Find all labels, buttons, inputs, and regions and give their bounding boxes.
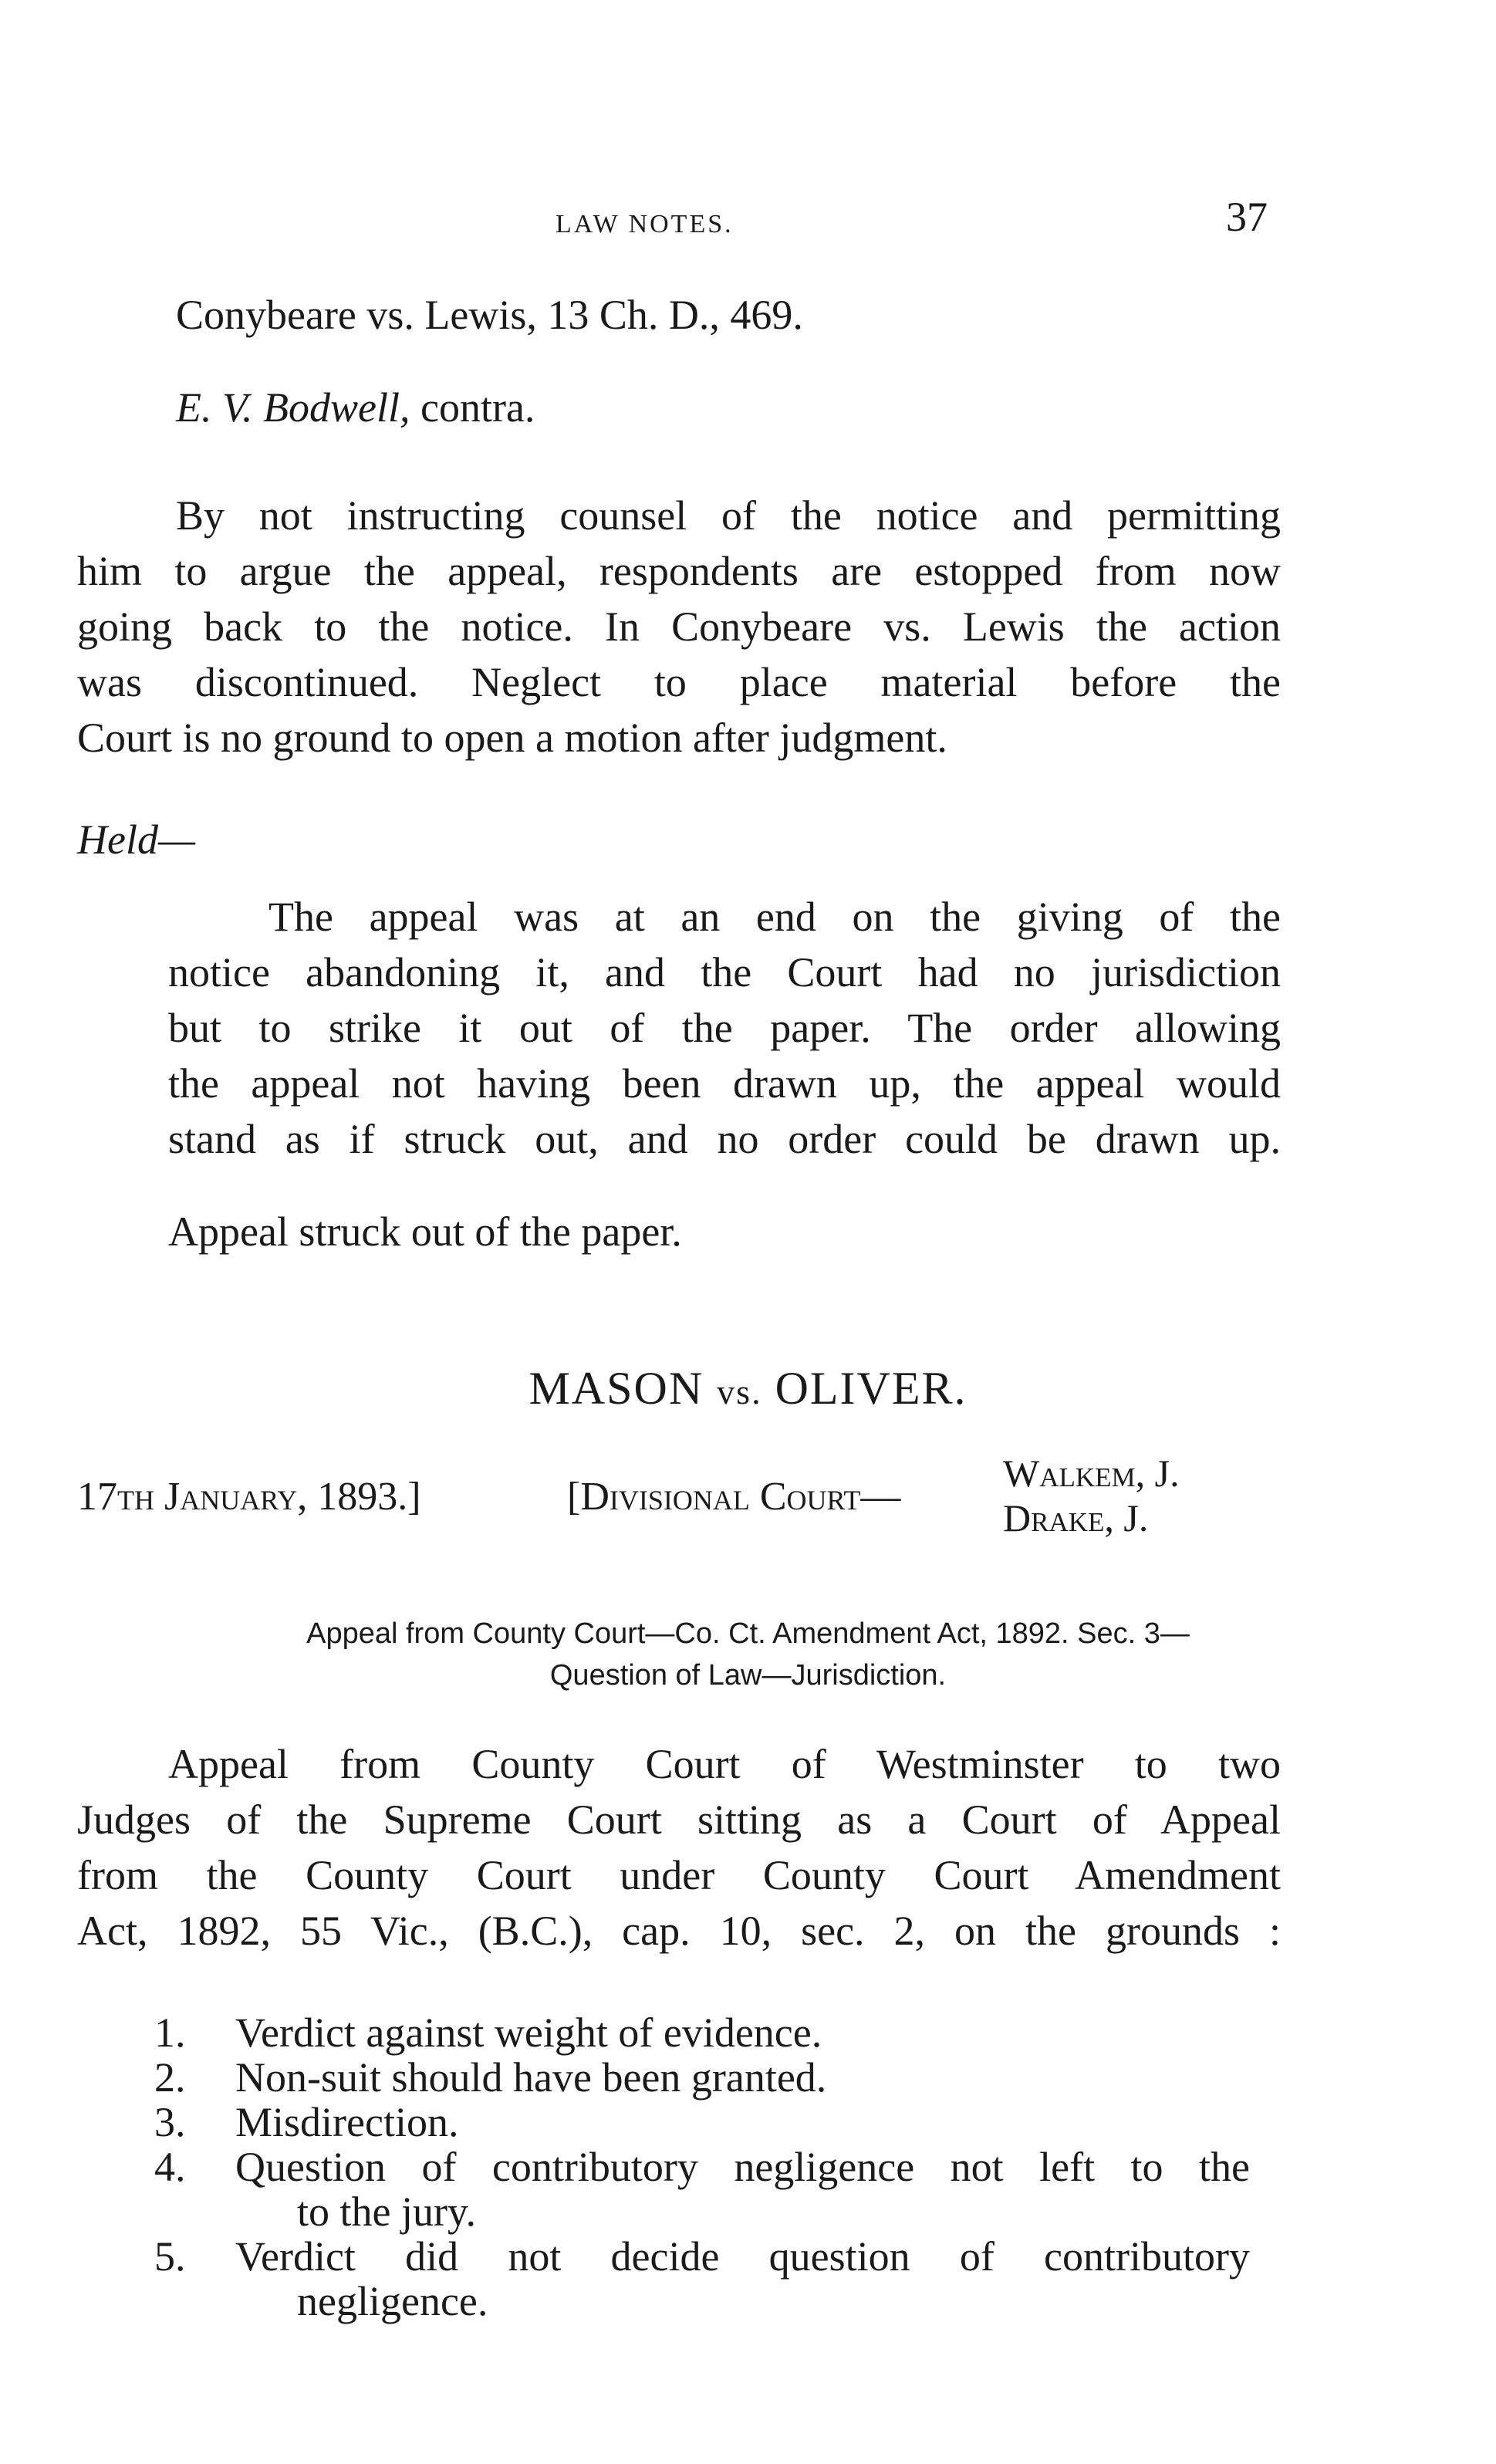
page-number: 37 — [1226, 194, 1268, 240]
ground-text: Verdict against weight of evidence. — [235, 2009, 822, 2056]
list-item — [154, 2100, 1250, 2145]
citation — [176, 287, 803, 343]
list-item — [154, 2055, 1250, 2100]
ground-number: 1. — [154, 2009, 186, 2056]
ground-text: Non-suit should have been granted. — [235, 2054, 827, 2101]
court-name: [Divisional Court— — [567, 1475, 901, 1519]
ground-number: 5. — [154, 2233, 186, 2280]
judge-drake: Drake, J. — [1003, 1496, 1149, 1540]
statement-paragraph — [77, 1736, 1281, 1959]
statement-line: Judges of the Supreme Court sitting as a Court of Appeal — [77, 1796, 1281, 1843]
counsel-name: E. V. Bodwell, — [176, 384, 410, 431]
statement-line: Appeal from County Court of Westminster to two — [168, 1741, 1281, 1787]
ground-number: 4. — [154, 2144, 186, 2190]
argument-line: was discontinued. Neglect to place material before the — [77, 659, 1281, 705]
held-label: Held— — [77, 816, 195, 863]
held-line: but to strike it out of the paper. The order allowing — [168, 1005, 1281, 1051]
running-head: LAW NOTES. — [556, 210, 734, 238]
headnote — [0, 1613, 1496, 1696]
held-line: the appeal not having been drawn up, the appeal would — [168, 1060, 1281, 1107]
argument-line: going back to the notice. In Conybeare vs. Lewis the action — [77, 603, 1281, 650]
counsel-role: contra. — [420, 384, 535, 431]
counsel-line — [176, 380, 535, 435]
citation-text: Conybeare vs. Lewis, 13 Ch. D., 469. — [176, 292, 803, 338]
judge-walkem: Walkem, J. — [1003, 1452, 1180, 1495]
statement-line: Act, 1892, 55 Vic., (B.C.), cap. 10, sec. 2, on the grounds : — [77, 1908, 1281, 1954]
held-line: notice abandoning it, and the Court had no jurisdiction — [168, 949, 1281, 995]
held-line: The appeal was at an end on the giving of the — [268, 894, 1281, 940]
argument-line: Court is no ground to open a motion after judgment. — [77, 715, 947, 761]
ground-text: Question of contributory negligence not left to the — [235, 2144, 1250, 2190]
judges — [1003, 1451, 1180, 1540]
decision-date: 17th January, 1893.] — [77, 1475, 421, 1519]
argument-line: him to argue the appeal, respondents are estopped from now — [77, 548, 1281, 594]
list-item — [154, 2234, 1250, 2324]
ground-text: Verdict did not decide question of contributory — [235, 2233, 1250, 2280]
defendant: OLIVER. — [775, 1363, 968, 1414]
list-item — [154, 2145, 1250, 2234]
argument-paragraph — [77, 488, 1281, 766]
held-line: stand as if struck out, and no order could be drawn up. — [168, 1116, 1281, 1162]
ground-continuation: negligence. — [297, 2278, 488, 2324]
list-item — [154, 2010, 1250, 2055]
grounds-list — [154, 2010, 1250, 2324]
result — [168, 1204, 682, 1259]
held-paragraph — [168, 889, 1281, 1167]
case-title — [0, 1362, 1496, 1415]
statement-line: from the County Court under County Court Amendment — [77, 1852, 1281, 1898]
case-vs: vs. — [717, 1372, 762, 1411]
ground-number: 2. — [154, 2054, 186, 2101]
plaintiff: MASON — [528, 1363, 704, 1414]
result-text: Appeal struck out of the paper. — [168, 1208, 682, 1255]
argument-line: By not instructing counsel of the notice and permitting — [176, 492, 1281, 539]
ground-number: 3. — [154, 2099, 186, 2145]
headnote-line: Question of Law—Jurisdiction. — [549, 1659, 947, 1692]
ground-text: Misdirection. — [235, 2099, 459, 2145]
ground-continuation: to the jury. — [297, 2189, 476, 2235]
headnote-line: Appeal from County Court—Co. Ct. Amendment Act, 1892. Sec. 3— — [306, 1617, 1190, 1650]
